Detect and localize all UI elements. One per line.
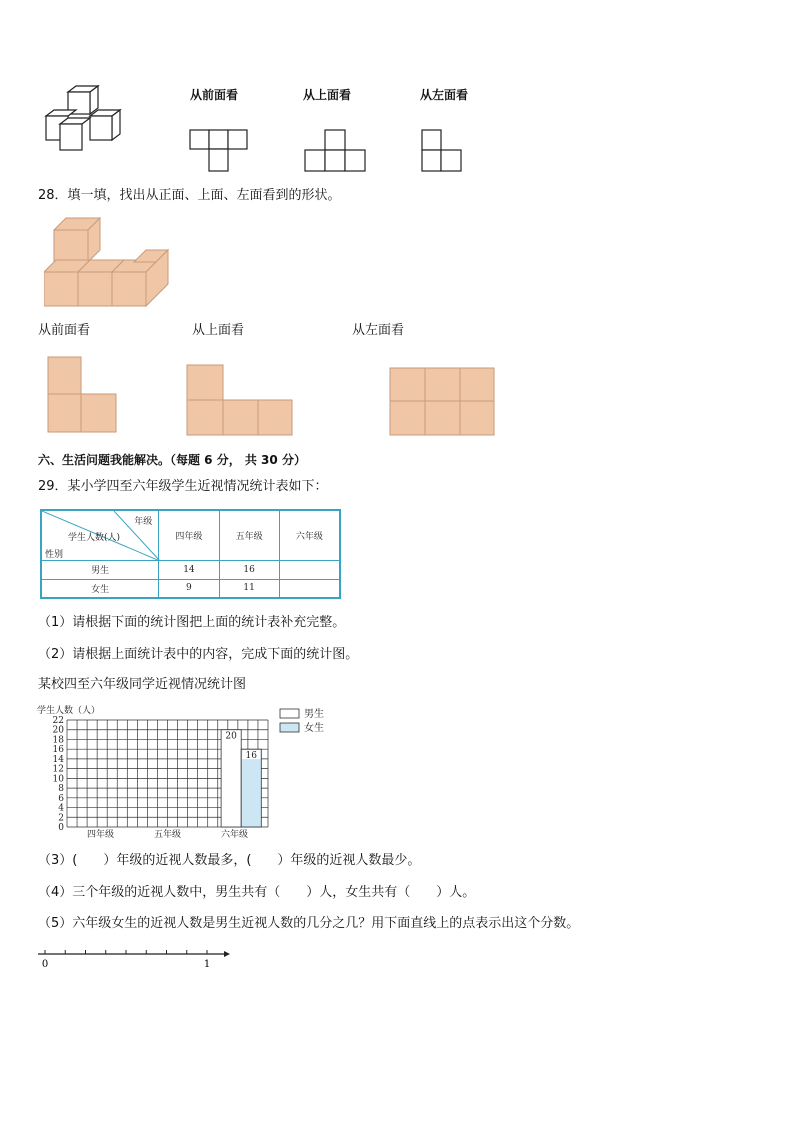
q29-sub2: （2）请根据上面统计表中的内容，完成下面的统计图。: [38, 647, 359, 662]
row-label: 女生: [41, 579, 159, 598]
q29-sub5: （5）六年级女生的近视人数是男生近视人数的几分之几？用下面直线上的点表示出这个分数。: [38, 916, 580, 931]
q28-label-top: 从上面看: [192, 323, 245, 338]
corner-gender-label: 性别: [45, 550, 64, 560]
view-label-front-top: 从前面看: [190, 88, 239, 102]
x-category-label: 五年级: [153, 830, 182, 840]
legend-swatch: [280, 709, 299, 718]
y-tick-label: 22: [52, 716, 64, 726]
y-tick-label: 10: [52, 774, 64, 785]
bar-data-label: 20: [225, 731, 237, 742]
myopia-bar-chart: [34, 700, 344, 845]
cube-stack-figure-top: [42, 84, 122, 154]
top-view-outline: [303, 128, 367, 174]
q28-block-figure: [44, 214, 170, 308]
legend-swatch: [280, 723, 299, 732]
q28-text: 28．填一填，找出从正面、上面、左面看到的形状。: [38, 188, 341, 203]
q29-sub3: （3）( ）年级的近视人数最多，( ）年级的近视人数最少。: [38, 853, 421, 868]
numberline-end-label: 1: [203, 959, 211, 970]
y-tick-label: 8: [58, 784, 64, 795]
left-view-outline: [420, 128, 464, 174]
number-line[interactable]: [34, 944, 234, 972]
chart-title: 某校四至六年级同学近视情况统计图: [38, 677, 247, 692]
y-tick-label: 14: [52, 754, 64, 765]
y-tick-label: 6: [58, 793, 64, 804]
q28-label-left: 从左面看: [352, 323, 405, 338]
front-view-outline: [188, 128, 250, 174]
numberline-start-label: 0: [41, 959, 49, 970]
x-category-label: 四年级: [86, 830, 115, 840]
table-cell: 11: [219, 579, 279, 598]
table-cell: 16: [219, 560, 279, 579]
col-header: 六年级: [279, 510, 340, 560]
q29-intro: 29．某小学四至六年级学生近视情况统计表如下：: [38, 479, 328, 494]
y-tick-label: 2: [58, 813, 64, 824]
section-title: 六、生活问题我能解决。（每题 6 分， 共 30 分）: [38, 453, 306, 467]
y-tick-label: 16: [52, 745, 64, 756]
view-label-top-top: 从上面看: [303, 88, 352, 102]
col-header: 五年级: [219, 510, 279, 560]
legend-label: 女生: [304, 723, 324, 734]
table-row: [41, 579, 340, 598]
chart-ylabel: 学生人数（人）: [37, 706, 101, 716]
y-tick-label: 12: [52, 764, 64, 775]
table-cell-blank[interactable]: [279, 560, 340, 579]
y-tick-label: 0: [58, 823, 64, 833]
x-category-label: 六年级: [220, 830, 249, 840]
col-header: 四年级: [159, 510, 219, 560]
legend-label: 男生: [304, 709, 324, 720]
q28-front-view: [47, 356, 119, 434]
table-cell: 14: [159, 560, 219, 579]
table-row: [41, 560, 340, 579]
corner-grade-label: 年级: [134, 517, 153, 527]
y-tick-label: 18: [52, 735, 64, 746]
y-tick-label: 4: [58, 803, 64, 814]
q28-top-view: [186, 364, 294, 437]
bar-data-label: 16: [245, 751, 257, 762]
view-label-left-top: 从左面看: [420, 88, 469, 102]
y-tick-label: 20: [52, 725, 64, 736]
stats-table: [40, 509, 341, 599]
table-cell: 9: [159, 579, 219, 598]
q29-sub1: （1）请根据下面的统计图把上面的统计表补充完整。: [38, 615, 346, 630]
corner-count-label: 学生人数(人): [68, 533, 121, 543]
table-cell-blank[interactable]: [279, 579, 340, 598]
q28-label-front: 从前面看: [38, 323, 91, 338]
row-label: 男生: [41, 560, 159, 579]
q29-sub4: （4）三个年级的近视人数中，男生共有（ ）人，女生共有（ ）人。: [38, 885, 476, 900]
bar: [221, 730, 241, 827]
table-corner-cell: [41, 510, 159, 560]
q28-left-view: [389, 367, 496, 437]
